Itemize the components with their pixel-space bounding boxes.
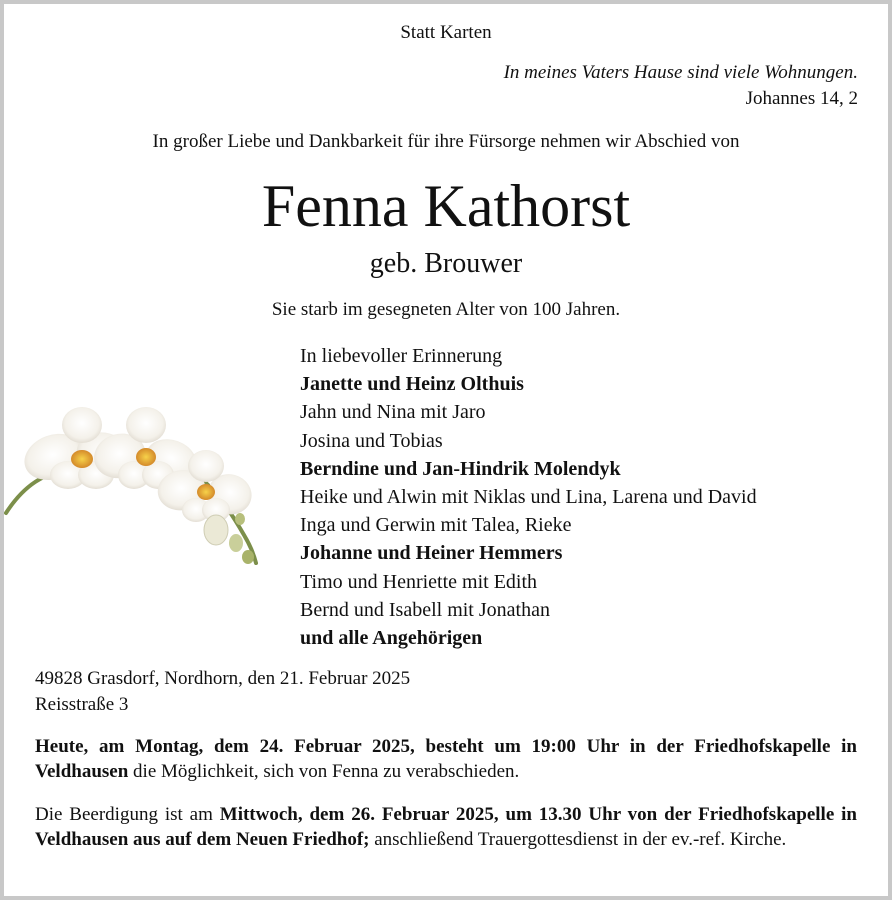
bible-verse-reference: Johannes 14, 2 — [745, 88, 858, 109]
birth-name: geb. Brouwer — [369, 248, 523, 279]
mourner-line: In liebevoller Erinnerung — [300, 345, 503, 367]
address-block — [35, 666, 410, 718]
mourner-line: Timo und Henriette mit Edith — [300, 570, 538, 593]
intro-text: In großer Liebe und Dankbarkeit für ihre Fürsorge nehmen wir Abschied von — [152, 131, 740, 152]
mourner-line: Johanne und Heiner Hemmers — [300, 542, 563, 565]
statt-karten-label: Statt Karten — [400, 22, 492, 43]
funeral-notice-pre: Die Beerdigung ist am — [35, 804, 220, 825]
mourner-line: Janette und Heinz Olthuis — [300, 373, 524, 396]
mourners-list — [300, 342, 757, 652]
mourner-line: und alle Angehörigen — [300, 627, 483, 650]
farewell-notice — [35, 734, 857, 784]
farewell-notice-bold: Heute, am Montag, dem 24. Februar 2025, besteht um 19:00 Uhr in der Friedhofskapelle in Veldhausen — [35, 736, 857, 782]
age-line: Sie starb im gesegneten Alter von 100 Jahren. — [271, 299, 621, 320]
funeral-notice — [35, 802, 857, 852]
funeral-notice-bold: Mittwoch, dem 26. Februar 2025, um 13.30 Uhr von der Friedhofskapelle in Veldhausen aus auf dem Neuen Friedhof; — [35, 804, 857, 850]
mourner-line: Bernd und Isabell mit Jonathan — [300, 598, 550, 621]
deceased-name: Fenna Kathorst — [261, 173, 631, 239]
place-date: 49828 Grasdorf, Nordhorn, den 21. Februar 2025 — [35, 668, 411, 689]
farewell-notice-rest: die Möglichkeit, sich von Fenna zu verabschieden. — [128, 761, 520, 782]
mourner-line: Heike und Alwin mit Niklas und Lina, Larena und David — [300, 486, 757, 509]
mourner-line: Jahn und Nina mit Jaro — [300, 401, 486, 424]
mourner-line: Josina und Tobias — [300, 429, 443, 452]
mourner-line: Berndine und Jan-Hindrik Molendyk — [300, 457, 621, 480]
orchid-flower-icon — [4, 395, 264, 575]
mourner-line: Inga und Gerwin mit Talea, Rieke — [300, 514, 572, 537]
street-address: Reisstraße 3 — [35, 694, 129, 715]
funeral-notice-rest: anschließend Trauergottesdienst in der ev.-ref. Kirche. — [369, 829, 787, 850]
bible-verse: In meines Vaters Hause sind viele Wohnungen. — [503, 62, 858, 83]
